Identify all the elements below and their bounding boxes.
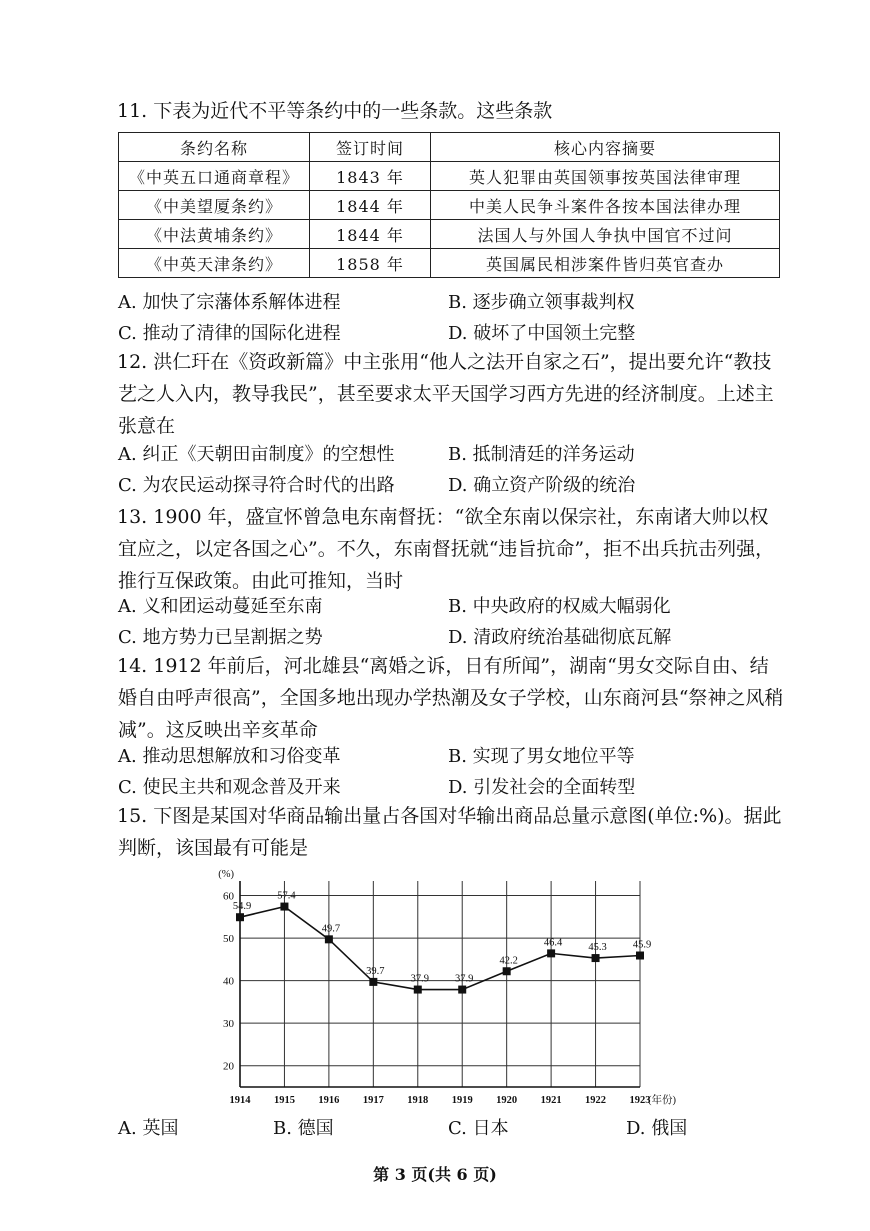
question-11 [118, 95, 786, 127]
option-a[interactable]: A. 义和团运动蔓延至东南 [118, 596, 323, 617]
option-a[interactable]: A. 加快了宗藩体系解体进程 [118, 292, 341, 313]
table-cell: 中美人民争斗案件各按本国法律办理 [431, 191, 780, 220]
data-label: 46.4 [543, 937, 563, 949]
table-header: 签订时间 [310, 133, 431, 162]
option-c[interactable]: C. 地方势力已呈割据之势 [118, 627, 323, 648]
option-d[interactable]: D. 清政府统治基础彻底瓦解 [448, 627, 672, 648]
x-tick-label: 1921 [540, 1095, 562, 1106]
table-cell: 英人犯罪由英国领事按英国法律审理 [431, 162, 780, 191]
table-row [119, 162, 780, 191]
table-cell: 法国人与外国人争执中国官不过问 [431, 220, 780, 249]
question-12-options [118, 440, 778, 502]
chart-grid [240, 881, 640, 1087]
data-label: 54.9 [232, 901, 252, 913]
option-c[interactable]: C. 日本 [448, 1118, 509, 1139]
table-header-row [119, 133, 780, 162]
option-c[interactable]: C. 推动了清律的国际化进程 [118, 323, 341, 344]
data-point [369, 978, 377, 986]
option-b[interactable]: B. 中央政府的权威大幅弱化 [448, 596, 671, 617]
x-tick-label: 1914 [229, 1095, 251, 1106]
option-c[interactable]: C. 使民主共和观念普及开来 [118, 777, 341, 798]
table-cell: 《中英五口通商章程》 [119, 162, 310, 191]
question-14-stem: 14. 1912 年前后，河北雄县“离婚之诉，日有所闻”，湖南“男女交际自由、结婚自由呼声很高”，全国多地出现办学热潮及女子学校，山东商河县“祭神之风稍减”。这反映出辛亥革命 [117, 655, 784, 741]
x-tick-label: 1917 [362, 1095, 384, 1106]
y-axis-label: (%) [218, 869, 234, 880]
data-point [236, 913, 244, 921]
table-header: 条约名称 [119, 133, 310, 162]
data-label: 49.7 [321, 923, 341, 935]
option-d[interactable]: D. 引发社会的全面转型 [448, 777, 636, 798]
y-tick-label: 20 [223, 1060, 234, 1073]
y-tick-label: 60 [223, 890, 234, 903]
table-cell: 《中英天津条约》 [119, 249, 310, 278]
question-11-options [118, 288, 778, 350]
question-13-options [118, 592, 778, 654]
x-axis-label: (年份) [648, 1095, 676, 1106]
x-tick-label: 1923 [629, 1095, 651, 1106]
question-15-stem: 15. 下图是某国对华商品输出量占各国对华输出商品总量示意图(单位:%)。据此判断，该国最有可能是 [117, 805, 782, 859]
series-line [240, 907, 640, 990]
question-13 [118, 501, 786, 597]
table-header: 核心内容摘要 [431, 133, 780, 162]
question-13-stem: 13. 1900 年，盛宣怀曾急电东南督抚：“欲全东南以保宗社，东南诸大帅以权宜应之，以定各国之心”。不久，东南督抚就“违旨抗命”，拒不出兵抗击列强，推行互保政策。由此可推知，当时 [117, 506, 775, 592]
y-tick-label: 50 [223, 933, 234, 946]
question-15-options [118, 1114, 798, 1146]
data-label: 45.9 [632, 939, 652, 951]
data-point [414, 986, 422, 994]
table-cell: 英国属民相涉案件皆归英官查办 [431, 249, 780, 278]
option-b[interactable]: B. 逐步确立领事裁判权 [448, 292, 635, 313]
x-tick-label: 1916 [318, 1095, 340, 1106]
data-label: 37.9 [455, 973, 474, 985]
data-label: 42.2 [499, 955, 518, 967]
chart-marks [233, 891, 651, 994]
question-14 [118, 650, 786, 746]
option-b[interactable]: B. 德国 [273, 1118, 334, 1139]
x-tick-label: 1919 [451, 1095, 473, 1106]
question-11-stem: 11. 下表为近代不平等条约中的一些条款。这些条款 [117, 100, 553, 122]
table-row [119, 220, 780, 249]
option-d[interactable]: D. 确立资产阶级的统治 [448, 475, 636, 496]
x-tick-label: 1918 [407, 1095, 429, 1106]
table-cell: 《中美望厦条约》 [119, 191, 310, 220]
page-footer: 第 3 页(共 6 页) [373, 1165, 497, 1184]
table-cell: 1844 年 [310, 191, 431, 220]
data-point [325, 935, 333, 943]
option-a[interactable]: A. 纠正《天朝田亩制度》的空想性 [118, 444, 395, 465]
data-label: 37.9 [410, 973, 429, 985]
x-tick-label: 1920 [496, 1095, 518, 1106]
option-a[interactable]: A. 推动思想解放和习俗变革 [118, 746, 341, 767]
option-a[interactable]: A. 英国 [118, 1118, 179, 1139]
data-point [503, 967, 511, 975]
data-point [280, 903, 288, 911]
question-14-options [118, 742, 778, 804]
table-cell: 1843 年 [310, 162, 431, 191]
data-point [458, 986, 466, 994]
x-tick-label: 1915 [273, 1095, 295, 1106]
trade-share-chart [205, 865, 700, 1115]
table-row [119, 249, 780, 278]
question-12-stem: 12. 洪仁玕在《资政新篇》中主张用“他人之法开自家之石”，提出要允许“教技艺之人入内，教导我民”，甚至要求太平天国学习西方先进的经济制度。上述主张意在 [117, 351, 774, 437]
table-row [119, 191, 780, 220]
data-point [547, 949, 555, 957]
data-label: 57.4 [277, 890, 296, 902]
data-point [592, 954, 600, 962]
table-cell: 1844 年 [310, 220, 431, 249]
table-cell: 《中法黄埔条约》 [119, 220, 310, 249]
treaty-table [118, 132, 780, 278]
x-tick-label: 1922 [585, 1095, 607, 1106]
option-b[interactable]: B. 实现了男女地位平等 [448, 746, 635, 767]
y-tick-label: 40 [223, 975, 234, 988]
option-d[interactable]: D. 破坏了中国领土完整 [448, 323, 636, 344]
data-label: 39.7 [366, 965, 385, 977]
option-b[interactable]: B. 抵制清廷的洋务运动 [448, 444, 635, 465]
option-c[interactable]: C. 为农民运动探寻符合时代的出路 [118, 475, 395, 496]
y-tick-label: 30 [223, 1018, 234, 1031]
data-point [636, 952, 644, 960]
question-12 [118, 346, 786, 442]
table-cell: 1858 年 [310, 249, 431, 278]
option-d[interactable]: D. 俄国 [626, 1118, 688, 1139]
data-label: 45.3 [588, 942, 607, 954]
question-15 [118, 800, 786, 864]
